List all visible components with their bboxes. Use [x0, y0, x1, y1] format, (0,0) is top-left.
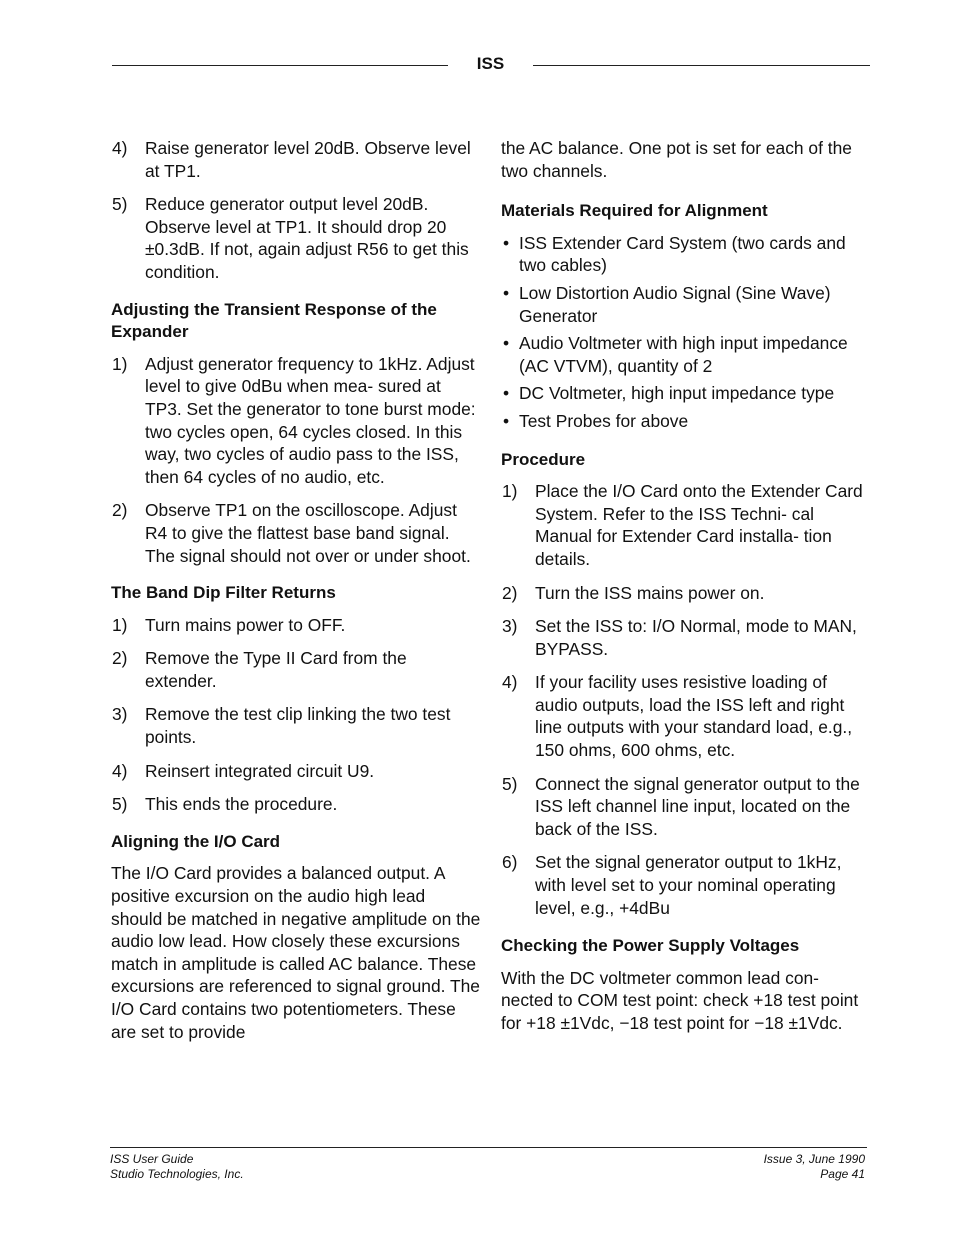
step-number: 4) [502, 672, 518, 693]
left-column [111, 137, 481, 1054]
list-item [501, 671, 871, 761]
step-text: Connect the signal generator output to the ISS left channel line input, located on the back of the ISS. [535, 773, 860, 839]
section-heading-materials: Materials Required for Alignment [501, 201, 768, 221]
step-text: Set the signal generator output to 1kHz, with level set to your nominal operating level, e.g., +4dBu [535, 852, 842, 918]
bullet-icon: • [503, 282, 510, 303]
continuation-paragraph: the AC balance. One pot is set for each of the two channels. [501, 138, 852, 181]
bullet-icon: • [503, 232, 510, 253]
step-text: Remove the test clip linking the two test points. [145, 704, 451, 748]
step-number: 5) [112, 794, 128, 815]
bullet-icon: • [503, 333, 510, 354]
list-item [501, 615, 871, 660]
step-text: Set the ISS to: I/O Normal, mode to MAN, BYPASS. [535, 616, 857, 659]
footer-document-title: ISS User Guide [110, 1152, 194, 1166]
section-heading-io-card: Aligning the I/O Card [111, 831, 281, 851]
list-item [501, 851, 871, 919]
step-number: 2) [112, 500, 128, 521]
step-number: 4) [112, 138, 128, 158]
bullet-text: Low Distortion Audio Signal (Sine Wave) Generator [519, 282, 831, 326]
list-item [111, 703, 481, 748]
step-text: Raise generator level 20dB. Observe level at TP1. [145, 138, 471, 181]
step-text: This ends the procedure. [145, 794, 338, 815]
step-number: 4) [112, 760, 128, 781]
step-text: Adjust generator frequency to 1kHz. Adjust level to give 0dBu when mea- sured at TP3. Set the generator to tone burst mode: two cycles open, 64 cycles closed. In this way, two cycles of audio pass to the ISS, then 64 cycles of no audio, etc. [145, 353, 476, 487]
section-heading-transient: Adjusting the Transient Response of the Expander [111, 299, 437, 342]
section-heading-power-supply: Checking the Power Supply Voltages [501, 936, 800, 956]
list-item [111, 499, 481, 567]
list-item [111, 793, 481, 816]
step-text: Remove the Type II Card from the extender. [145, 648, 407, 691]
section-heading-procedure: Procedure [501, 449, 586, 469]
step-text: Turn the ISS mains power on. [535, 582, 765, 603]
bullet-text: DC Voltmeter, high input impedance type [519, 383, 835, 404]
list-item [111, 647, 481, 692]
step-number: 5) [112, 194, 128, 215]
footer-issue: Issue 3, June 1990 [763, 1152, 865, 1166]
step-text: Reduce generator output level 20dB. Observe level at TP1. It should drop 20 ±0.3dB. If not, again adjust R56 to get this condition. [145, 194, 469, 282]
page-header-title: ISS [476, 54, 505, 73]
bullet-icon: • [503, 383, 510, 404]
bullet-item [501, 410, 871, 433]
bullet-item [501, 332, 871, 377]
power-supply-paragraph: With the DC voltmeter common lead con- nected to COM test point: check +18 test point for +18 ±1Vdc, −18 test point for −18 ±1Vdc. [501, 967, 859, 1033]
list-item [111, 353, 481, 489]
list-item [501, 480, 871, 570]
bullet-text: Audio Voltmeter with high input impedance (AC VTVM), quantity of 2 [519, 333, 848, 376]
list-item [111, 614, 481, 637]
step-text: Place the I/O Card onto the Extender Card System. Refer to the ISS Techni- cal Manual for Extender Card installa- tion details. [535, 481, 863, 569]
list-item [501, 773, 871, 841]
bullet-text: ISS Extender Card System (two cards and two cables) [519, 232, 846, 276]
right-column [501, 137, 871, 1046]
header-rule-left [112, 65, 448, 66]
footer-left [110, 1152, 244, 1182]
bullet-icon: • [503, 410, 510, 431]
step-number: 3) [502, 616, 518, 637]
bullet-item [501, 382, 871, 405]
step-number: 1) [112, 614, 128, 635]
list-item [111, 193, 481, 283]
footer-page-number: Page 41 [820, 1167, 865, 1181]
list-item [111, 137, 481, 182]
list-item [501, 582, 871, 605]
step-number: 2) [502, 582, 518, 603]
section-heading-band-dip: The Band Dip Filter Returns [111, 583, 336, 603]
step-number: 2) [112, 648, 128, 669]
step-number: 5) [502, 773, 518, 794]
list-item [111, 760, 481, 783]
step-text: Turn mains power to OFF. [145, 614, 346, 635]
footer-company: Studio Technologies, Inc. [110, 1167, 244, 1181]
bullet-item [501, 282, 871, 327]
footer-rule [110, 1147, 867, 1148]
bullet-text: Test Probes for above [519, 410, 689, 431]
step-number: 6) [502, 852, 518, 873]
step-number: 1) [502, 481, 518, 502]
step-text: Reinsert integrated circuit U9. [145, 760, 375, 781]
step-text: If your facility uses resistive loading of audio outputs, load the ISS left and right line outputs with your standard load, e.g., 150 ohms, 600 ohms, etc. [535, 672, 853, 761]
footer-right [764, 1152, 865, 1182]
header-rule-right [533, 65, 870, 66]
step-number: 3) [112, 704, 128, 725]
step-text: Observe TP1 on the oscilloscope. Adjust R4 to give the flattest base band signal. The signal should not over or under shoot. [145, 500, 471, 566]
step-number: 1) [112, 353, 128, 374]
io-card-paragraph: The I/O Card provides a balanced output. A positive excursion on the audio high lead should be matched in negative amplitude on the audio low lead. How closely these excursions match in amplitude is called AC balance. These excursions are referenced to signal ground. The I/O Card contains two potentiometers. These are set to provide [111, 863, 481, 1042]
bullet-item [501, 232, 871, 277]
